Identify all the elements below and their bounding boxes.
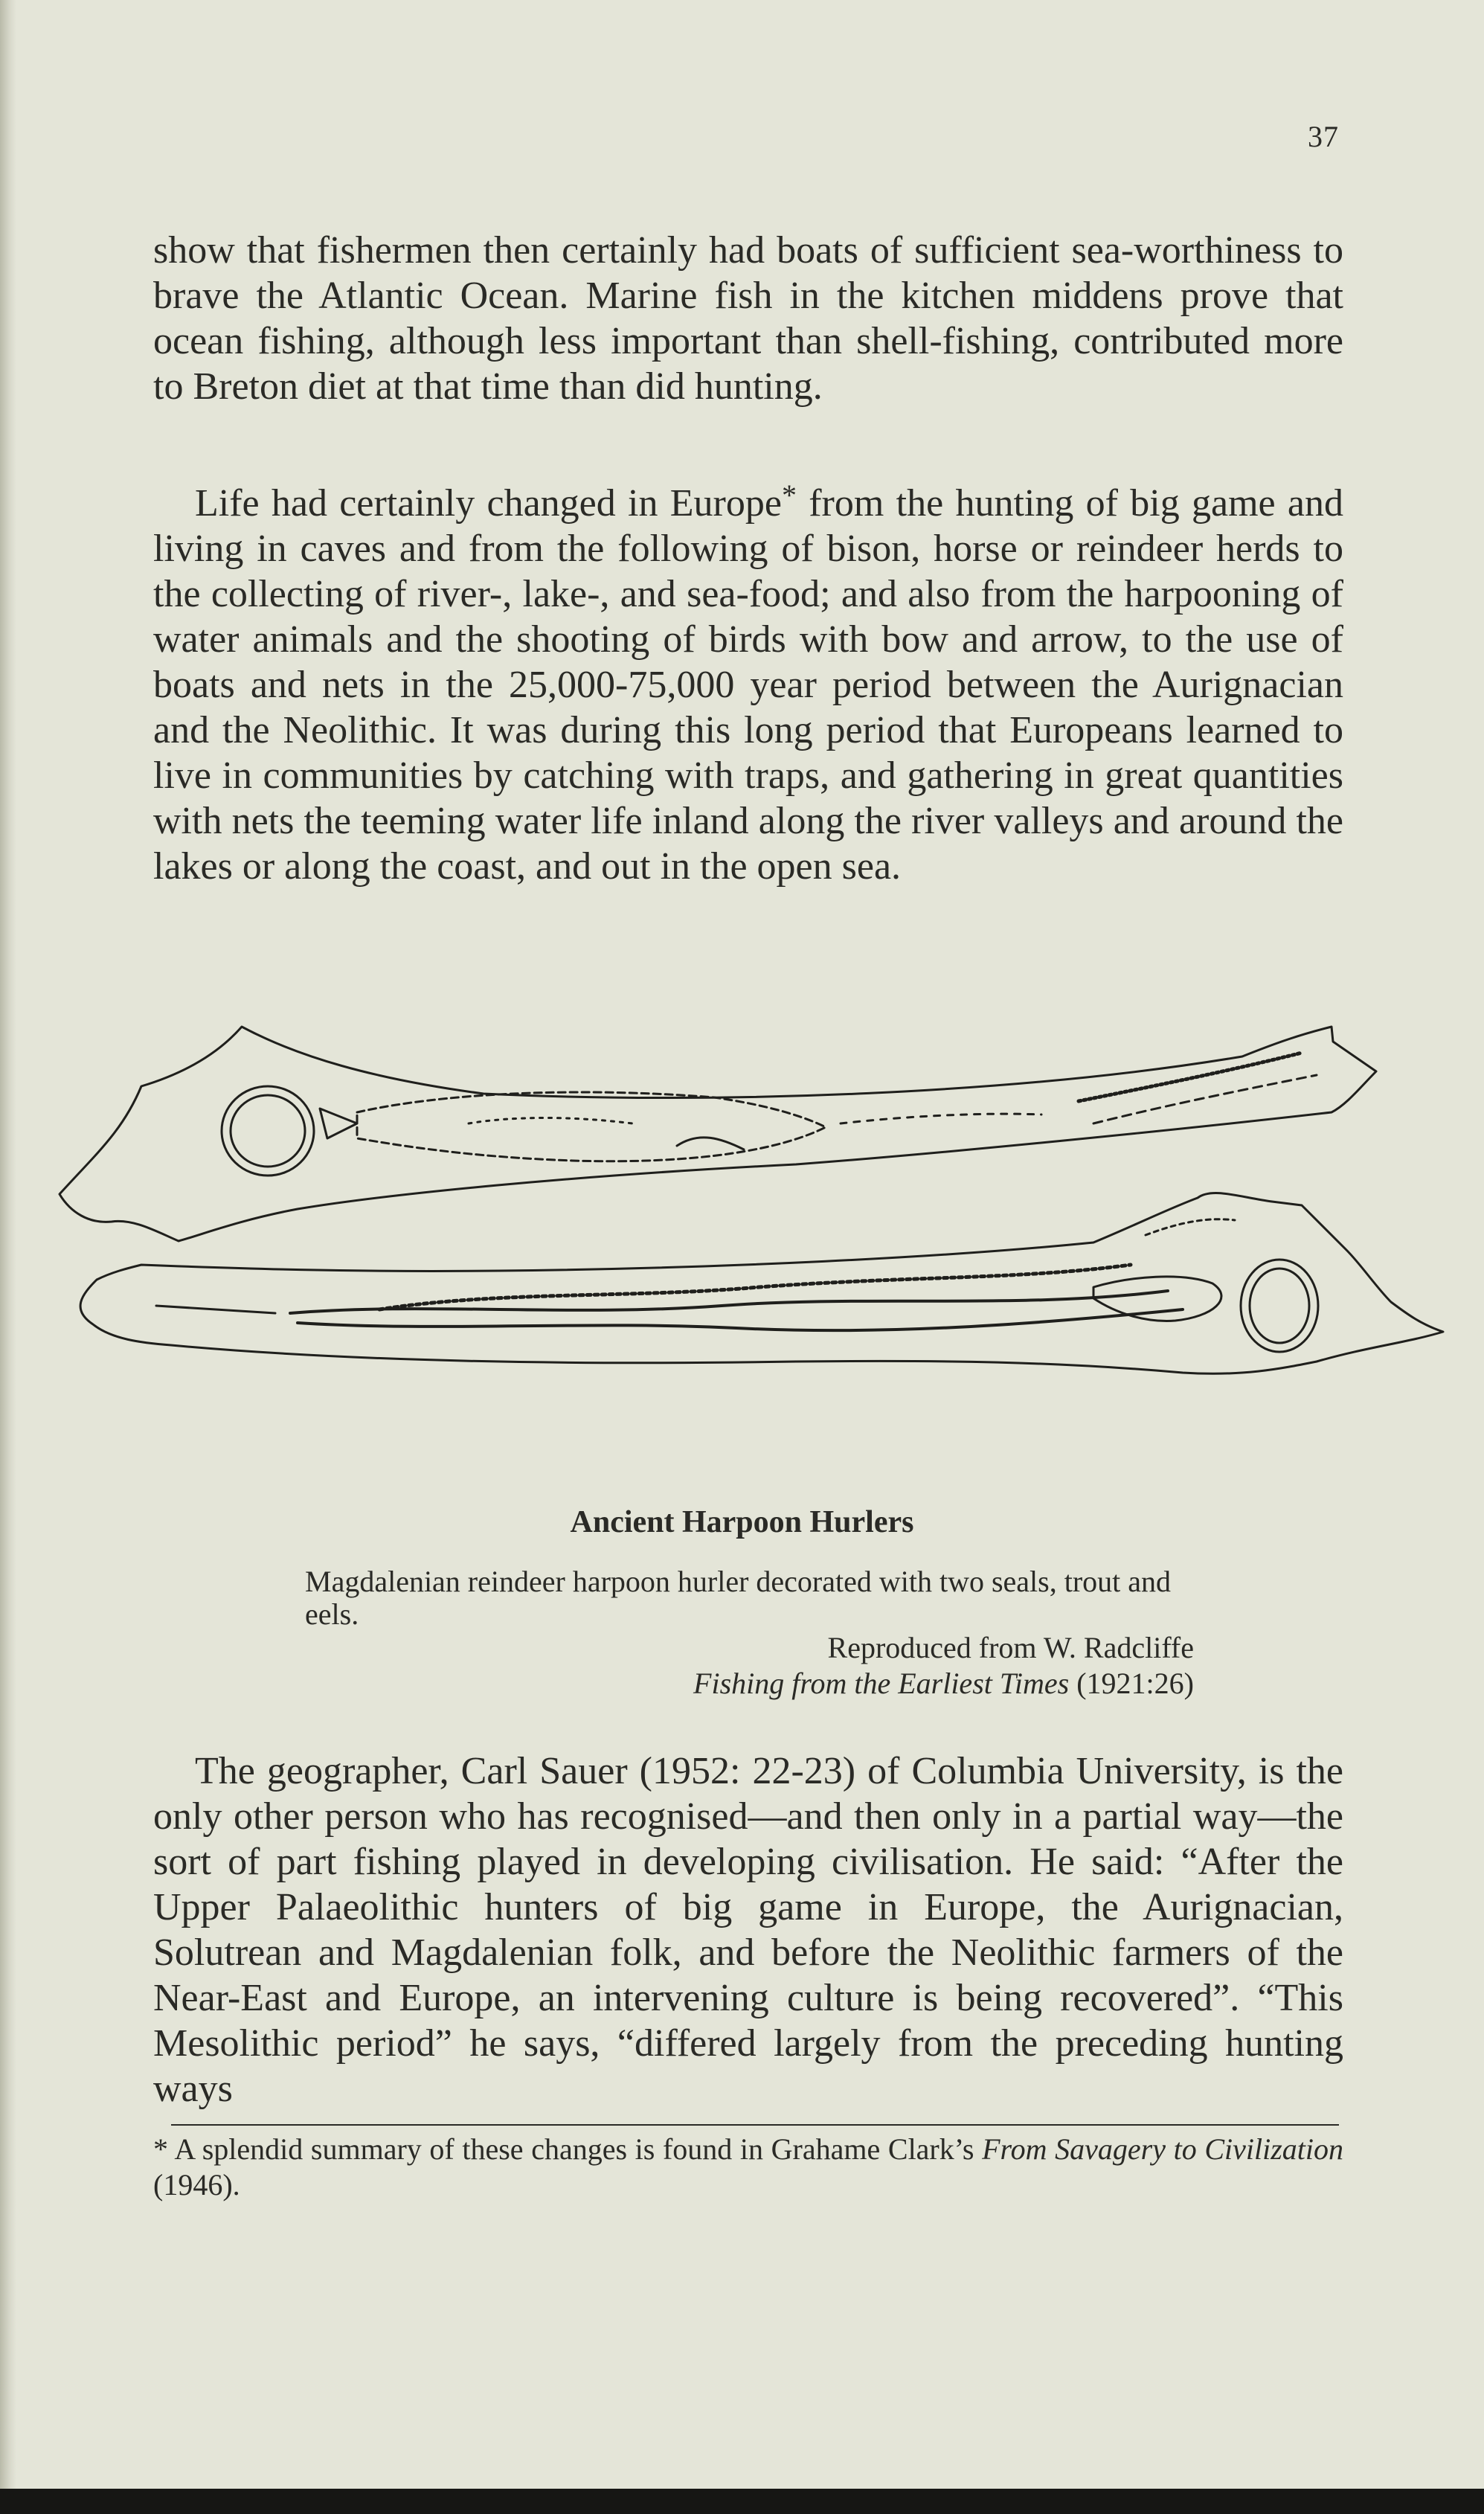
footnote-marker: *	[781, 478, 797, 512]
figure-caption-description: Magdalenian reindeer harpoon hurler decorated with two seals, trout and eels.	[305, 1565, 1172, 1631]
paragraph-2	[153, 472, 1343, 889]
figure-source-year: (1921:26)	[1076, 1667, 1194, 1700]
footnote-marker: *	[153, 2132, 168, 2166]
figure-source-title: Fishing from the Earliest Times	[693, 1667, 1070, 1700]
page-binding-edge	[0, 0, 16, 2514]
footnote-divider	[171, 2124, 1339, 2126]
scan-bottom-edge	[0, 2489, 1484, 2514]
paragraph-2-rest: from the hunting of big game and living in caves and from the following of bison, horse or reindeer herds to the collecting of river-, lake-, and sea-food; and also from the harpooning of water animals and the shooting of birds with bow and arrow, to the use of boats and nets in the 25,000-75,000 year period between the Aurignacian and the Neolithic. It was during this long period that Europeans learned to live in communities by catching with traps, and gathering in great quantities with nets the teeming water life inland along the river valleys and around the lakes or along the coast, and out in the open sea.	[153, 482, 1343, 888]
figure-caption-title: Ancient Harpoon Hurlers	[570, 1505, 914, 1539]
page-number: 37	[1308, 120, 1339, 153]
figure-credit-line: Reproduced from W. Radcliffe	[827, 1631, 1194, 1664]
footnote	[153, 2132, 1343, 2203]
footnote-year: (1946).	[153, 2168, 240, 2202]
paragraph-3: The geographer, Carl Sauer (1952: 22-23) of Columbia University, is the only other person who has recognised—and then only in a partial way—the sort of part fishing played in developing civilisation. He said: “After the Upper Palaeolithic hunters of big game in Europe, the Aurignacian, Solutrean and Magdalenian folk, and before the Neolithic farmers of the Near-East and Europe, an intervening culture is being recovered”. “This Mesolithic period” he says, “differed largely from the preceding hunting ways	[153, 1750, 1343, 2110]
harpoon-hurler-illustration	[52, 1012, 1451, 1428]
footnote-text: A splendid summary of these changes is found in Grahame Clark’s	[168, 2132, 983, 2166]
figure-source	[693, 1666, 1194, 1701]
footnote-book-title: From Savagery to Civilization	[982, 2132, 1344, 2166]
upper-harpoon-hurler	[60, 1027, 1376, 1241]
lower-harpoon-hurler	[80, 1193, 1443, 1374]
paragraph-1: show that fishermen then certainly had boats of sufficient sea-worthiness to brave the Atlantic Ocean. Marine fish in the kitchen middens prove that ocean fishing, although less important than shell-fishing, contributed more to Breton diet at that time than did hunting.	[153, 229, 1343, 408]
paragraph-2-start: Life had certainly changed in Europe	[195, 482, 782, 525]
